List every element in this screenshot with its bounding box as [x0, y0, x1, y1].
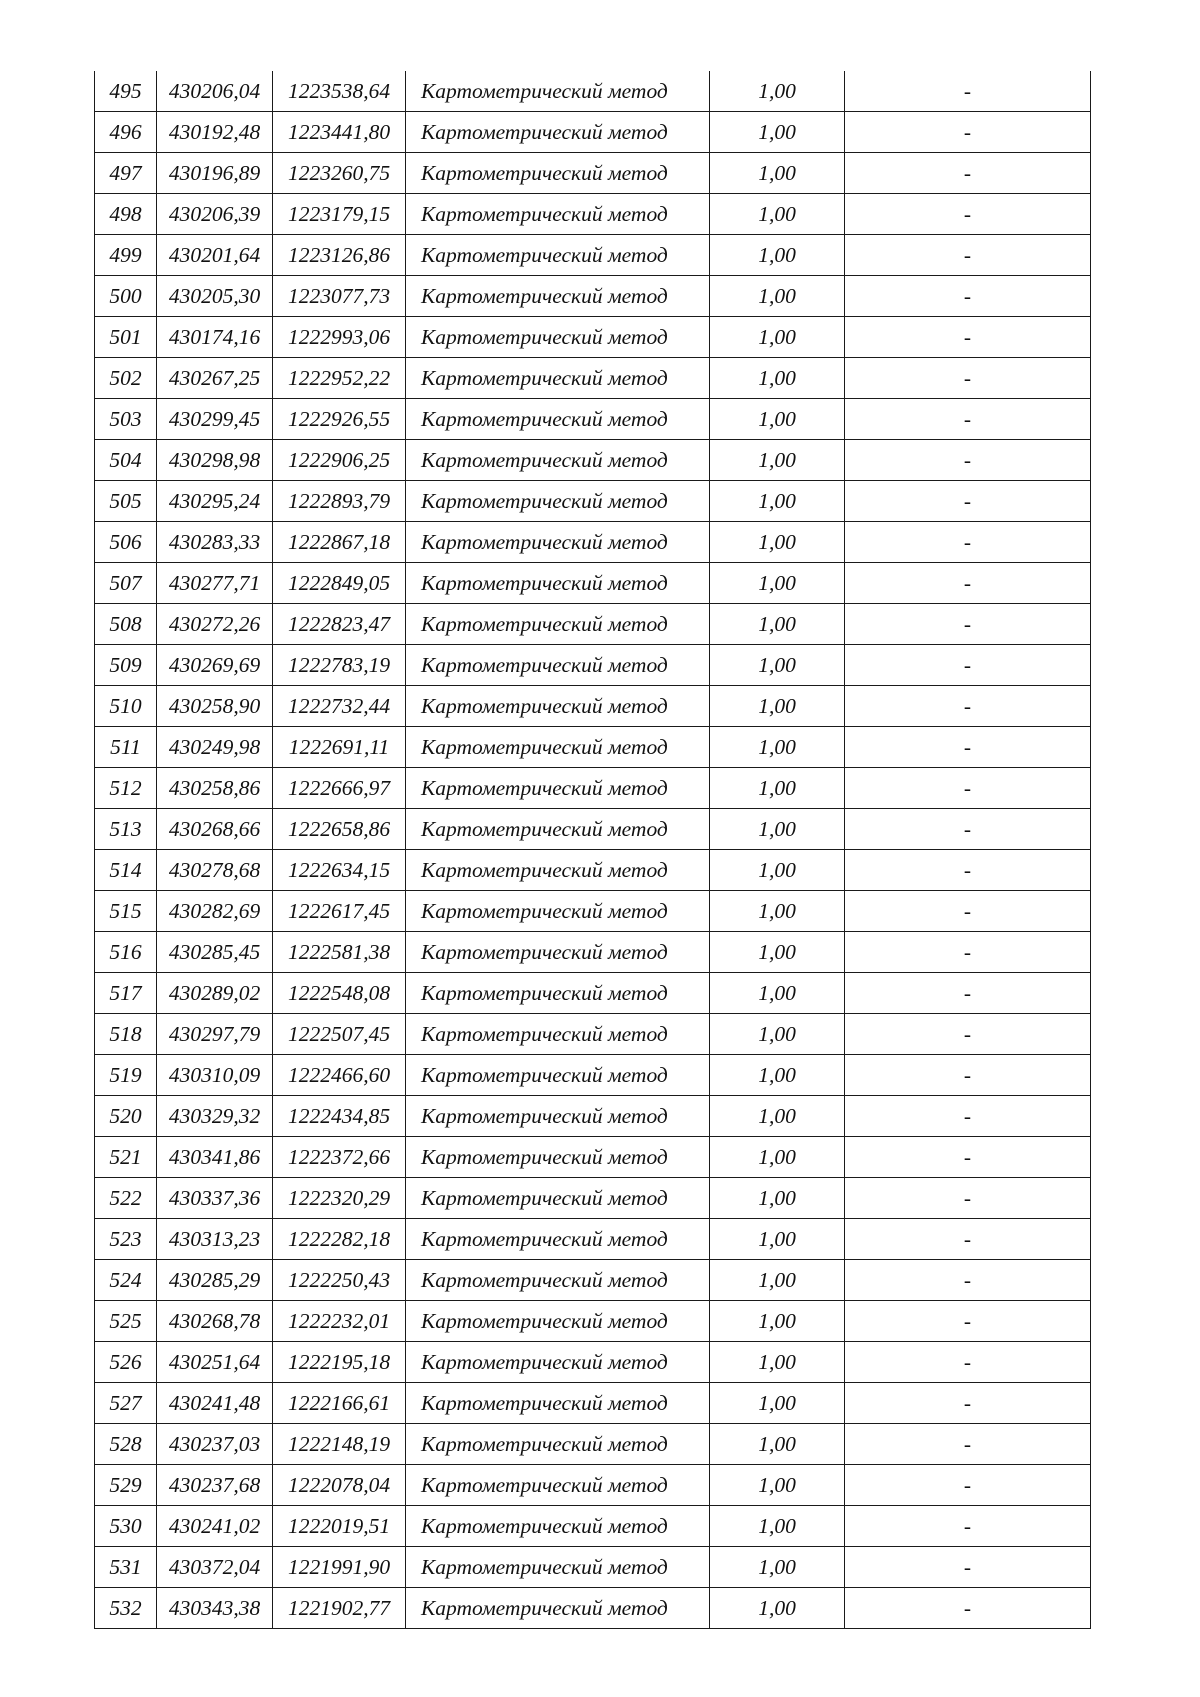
point-number-cell: 508	[95, 604, 157, 645]
table-row	[95, 932, 1091, 973]
accuracy-cell: 1,00	[710, 481, 845, 522]
note-cell: -	[845, 645, 1091, 686]
y-coordinate-cell: 1222783,19	[273, 645, 406, 686]
x-coordinate-cell: 430268,66	[157, 809, 273, 850]
x-coordinate-cell: 430241,48	[157, 1383, 273, 1424]
table-row	[95, 276, 1091, 317]
accuracy-cell: 1,00	[710, 932, 845, 973]
method-cell: Картометрический метод	[406, 1342, 710, 1383]
y-coordinate-cell: 1222507,45	[273, 1014, 406, 1055]
accuracy-cell: 1,00	[710, 399, 845, 440]
y-coordinate-cell: 1222867,18	[273, 522, 406, 563]
table-row	[95, 809, 1091, 850]
note-cell: -	[845, 194, 1091, 235]
method-cell: Картометрический метод	[406, 686, 710, 727]
point-number-cell: 518	[95, 1014, 157, 1055]
x-coordinate-cell: 430269,69	[157, 645, 273, 686]
table-row	[95, 1014, 1091, 1055]
accuracy-cell: 1,00	[710, 112, 845, 153]
y-coordinate-cell: 1222250,43	[273, 1260, 406, 1301]
point-number-cell: 515	[95, 891, 157, 932]
accuracy-cell: 1,00	[710, 1096, 845, 1137]
note-cell: -	[845, 604, 1091, 645]
table-row	[95, 358, 1091, 399]
x-coordinate-cell: 430258,86	[157, 768, 273, 809]
point-number-cell: 527	[95, 1383, 157, 1424]
point-number-cell: 507	[95, 563, 157, 604]
x-coordinate-cell: 430272,26	[157, 604, 273, 645]
table-row	[95, 399, 1091, 440]
table-row	[95, 1383, 1091, 1424]
y-coordinate-cell: 1222282,18	[273, 1219, 406, 1260]
note-cell: -	[845, 276, 1091, 317]
x-coordinate-cell: 430237,03	[157, 1424, 273, 1465]
y-coordinate-cell: 1222658,86	[273, 809, 406, 850]
note-cell: -	[845, 1178, 1091, 1219]
y-coordinate-cell: 1222581,38	[273, 932, 406, 973]
method-cell: Картометрический метод	[406, 522, 710, 563]
note-cell: -	[845, 563, 1091, 604]
note-cell: -	[845, 1342, 1091, 1383]
note-cell: -	[845, 1137, 1091, 1178]
point-number-cell: 525	[95, 1301, 157, 1342]
note-cell: -	[845, 1424, 1091, 1465]
y-coordinate-cell: 1222634,15	[273, 850, 406, 891]
x-coordinate-cell: 430267,25	[157, 358, 273, 399]
table-row	[95, 481, 1091, 522]
point-number-cell: 510	[95, 686, 157, 727]
method-cell: Картометрический метод	[406, 604, 710, 645]
coordinates-table-body	[95, 71, 1091, 1629]
point-number-cell: 506	[95, 522, 157, 563]
y-coordinate-cell: 1221991,90	[273, 1547, 406, 1588]
table-row	[95, 645, 1091, 686]
method-cell: Картометрический метод	[406, 645, 710, 686]
y-coordinate-cell: 1222617,45	[273, 891, 406, 932]
x-coordinate-cell: 430313,23	[157, 1219, 273, 1260]
point-number-cell: 511	[95, 727, 157, 768]
table-row	[95, 71, 1091, 112]
table-row	[95, 1342, 1091, 1383]
x-coordinate-cell: 430258,90	[157, 686, 273, 727]
x-coordinate-cell: 430372,04	[157, 1547, 273, 1588]
table-row	[95, 973, 1091, 1014]
point-number-cell: 512	[95, 768, 157, 809]
x-coordinate-cell: 430201,64	[157, 235, 273, 276]
table-row	[95, 112, 1091, 153]
y-coordinate-cell: 1222893,79	[273, 481, 406, 522]
note-cell: -	[845, 399, 1091, 440]
note-cell: -	[845, 1014, 1091, 1055]
point-number-cell: 513	[95, 809, 157, 850]
table-row	[95, 686, 1091, 727]
table-row	[95, 1178, 1091, 1219]
point-number-cell: 504	[95, 440, 157, 481]
table-row	[95, 317, 1091, 358]
note-cell: -	[845, 522, 1091, 563]
method-cell: Картометрический метод	[406, 481, 710, 522]
method-cell: Картометрический метод	[406, 809, 710, 850]
note-cell: -	[845, 932, 1091, 973]
accuracy-cell: 1,00	[710, 768, 845, 809]
x-coordinate-cell: 430205,30	[157, 276, 273, 317]
y-coordinate-cell: 1222548,08	[273, 973, 406, 1014]
point-number-cell: 503	[95, 399, 157, 440]
point-number-cell: 524	[95, 1260, 157, 1301]
accuracy-cell: 1,00	[710, 1014, 845, 1055]
accuracy-cell: 1,00	[710, 1383, 845, 1424]
y-coordinate-cell: 1223126,86	[273, 235, 406, 276]
table-row	[95, 1260, 1091, 1301]
x-coordinate-cell: 430174,16	[157, 317, 273, 358]
x-coordinate-cell: 430237,68	[157, 1465, 273, 1506]
y-coordinate-cell: 1222232,01	[273, 1301, 406, 1342]
method-cell: Картометрический метод	[406, 973, 710, 1014]
table-row	[95, 1547, 1091, 1588]
y-coordinate-cell: 1222166,61	[273, 1383, 406, 1424]
table-row	[95, 891, 1091, 932]
point-number-cell: 509	[95, 645, 157, 686]
note-cell: -	[845, 440, 1091, 481]
accuracy-cell: 1,00	[710, 891, 845, 932]
x-coordinate-cell: 430192,48	[157, 112, 273, 153]
table-row	[95, 522, 1091, 563]
method-cell: Картометрический метод	[406, 194, 710, 235]
note-cell: -	[845, 481, 1091, 522]
x-coordinate-cell: 430283,33	[157, 522, 273, 563]
method-cell: Картометрический метод	[406, 112, 710, 153]
y-coordinate-cell: 1222926,55	[273, 399, 406, 440]
y-coordinate-cell: 1222732,44	[273, 686, 406, 727]
point-number-cell: 522	[95, 1178, 157, 1219]
method-cell: Картометрический метод	[406, 1465, 710, 1506]
note-cell: -	[845, 1219, 1091, 1260]
accuracy-cell: 1,00	[710, 850, 845, 891]
accuracy-cell: 1,00	[710, 727, 845, 768]
y-coordinate-cell: 1222691,11	[273, 727, 406, 768]
x-coordinate-cell: 430196,89	[157, 153, 273, 194]
x-coordinate-cell: 430206,39	[157, 194, 273, 235]
y-coordinate-cell: 1222078,04	[273, 1465, 406, 1506]
x-coordinate-cell: 430289,02	[157, 973, 273, 1014]
point-number-cell: 496	[95, 112, 157, 153]
point-number-cell: 526	[95, 1342, 157, 1383]
point-number-cell: 502	[95, 358, 157, 399]
note-cell: -	[845, 1465, 1091, 1506]
y-coordinate-cell: 1223538,64	[273, 71, 406, 112]
point-number-cell: 530	[95, 1506, 157, 1547]
accuracy-cell: 1,00	[710, 1301, 845, 1342]
point-number-cell: 516	[95, 932, 157, 973]
table-row	[95, 1424, 1091, 1465]
note-cell: -	[845, 317, 1091, 358]
method-cell: Картометрический метод	[406, 1219, 710, 1260]
note-cell: -	[845, 973, 1091, 1014]
point-number-cell: 532	[95, 1588, 157, 1629]
accuracy-cell: 1,00	[710, 1342, 845, 1383]
method-cell: Картометрический метод	[406, 1055, 710, 1096]
point-number-cell: 495	[95, 71, 157, 112]
point-number-cell: 523	[95, 1219, 157, 1260]
x-coordinate-cell: 430297,79	[157, 1014, 273, 1055]
note-cell: -	[845, 71, 1091, 112]
accuracy-cell: 1,00	[710, 440, 845, 481]
note-cell: -	[845, 850, 1091, 891]
y-coordinate-cell: 1223441,80	[273, 112, 406, 153]
method-cell: Картометрический метод	[406, 1301, 710, 1342]
accuracy-cell: 1,00	[710, 1588, 845, 1629]
y-coordinate-cell: 1222849,05	[273, 563, 406, 604]
note-cell: -	[845, 1301, 1091, 1342]
x-coordinate-cell: 430241,02	[157, 1506, 273, 1547]
x-coordinate-cell: 430268,78	[157, 1301, 273, 1342]
x-coordinate-cell: 430251,64	[157, 1342, 273, 1383]
table-row	[95, 1096, 1091, 1137]
method-cell: Картометрический метод	[406, 1383, 710, 1424]
y-coordinate-cell: 1222372,66	[273, 1137, 406, 1178]
accuracy-cell: 1,00	[710, 1055, 845, 1096]
point-number-cell: 531	[95, 1547, 157, 1588]
y-coordinate-cell: 1221902,77	[273, 1588, 406, 1629]
x-coordinate-cell: 430298,98	[157, 440, 273, 481]
point-number-cell: 519	[95, 1055, 157, 1096]
y-coordinate-cell: 1222666,97	[273, 768, 406, 809]
y-coordinate-cell: 1222466,60	[273, 1055, 406, 1096]
table-row	[95, 1055, 1091, 1096]
accuracy-cell: 1,00	[710, 71, 845, 112]
x-coordinate-cell: 430343,38	[157, 1588, 273, 1629]
y-coordinate-cell: 1223260,75	[273, 153, 406, 194]
table-row	[95, 563, 1091, 604]
method-cell: Картометрический метод	[406, 1014, 710, 1055]
point-number-cell: 500	[95, 276, 157, 317]
table-row	[95, 1465, 1091, 1506]
note-cell: -	[845, 1506, 1091, 1547]
table-row	[95, 604, 1091, 645]
accuracy-cell: 1,00	[710, 194, 845, 235]
point-number-cell: 529	[95, 1465, 157, 1506]
table-row	[95, 194, 1091, 235]
note-cell: -	[845, 1055, 1091, 1096]
y-coordinate-cell: 1222952,22	[273, 358, 406, 399]
method-cell: Картометрический метод	[406, 1260, 710, 1301]
table-row	[95, 1137, 1091, 1178]
point-number-cell: 514	[95, 850, 157, 891]
accuracy-cell: 1,00	[710, 604, 845, 645]
x-coordinate-cell: 430329,32	[157, 1096, 273, 1137]
table-row	[95, 235, 1091, 276]
method-cell: Картометрический метод	[406, 850, 710, 891]
table-row	[95, 1301, 1091, 1342]
accuracy-cell: 1,00	[710, 235, 845, 276]
table-row	[95, 850, 1091, 891]
point-number-cell: 497	[95, 153, 157, 194]
method-cell: Картометрический метод	[406, 1096, 710, 1137]
accuracy-cell: 1,00	[710, 563, 845, 604]
method-cell: Картометрический метод	[406, 727, 710, 768]
y-coordinate-cell: 1222993,06	[273, 317, 406, 358]
table-row	[95, 153, 1091, 194]
method-cell: Картометрический метод	[406, 1178, 710, 1219]
accuracy-cell: 1,00	[710, 809, 845, 850]
y-coordinate-cell: 1222434,85	[273, 1096, 406, 1137]
point-number-cell: 517	[95, 973, 157, 1014]
method-cell: Картометрический метод	[406, 1588, 710, 1629]
accuracy-cell: 1,00	[710, 1547, 845, 1588]
accuracy-cell: 1,00	[710, 1424, 845, 1465]
x-coordinate-cell: 430282,69	[157, 891, 273, 932]
method-cell: Картометрический метод	[406, 235, 710, 276]
x-coordinate-cell: 430285,29	[157, 1260, 273, 1301]
x-coordinate-cell: 430285,45	[157, 932, 273, 973]
y-coordinate-cell: 1223077,73	[273, 276, 406, 317]
method-cell: Картометрический метод	[406, 891, 710, 932]
method-cell: Картометрический метод	[406, 1506, 710, 1547]
accuracy-cell: 1,00	[710, 1465, 845, 1506]
table-row	[95, 727, 1091, 768]
point-number-cell: 501	[95, 317, 157, 358]
x-coordinate-cell: 430249,98	[157, 727, 273, 768]
x-coordinate-cell: 430299,45	[157, 399, 273, 440]
method-cell: Картометрический метод	[406, 276, 710, 317]
y-coordinate-cell: 1222906,25	[273, 440, 406, 481]
accuracy-cell: 1,00	[710, 153, 845, 194]
accuracy-cell: 1,00	[710, 645, 845, 686]
accuracy-cell: 1,00	[710, 1260, 845, 1301]
accuracy-cell: 1,00	[710, 276, 845, 317]
table-row	[95, 1588, 1091, 1629]
method-cell: Картометрический метод	[406, 399, 710, 440]
x-coordinate-cell: 430206,04	[157, 71, 273, 112]
point-number-cell: 528	[95, 1424, 157, 1465]
note-cell: -	[845, 686, 1091, 727]
x-coordinate-cell: 430310,09	[157, 1055, 273, 1096]
note-cell: -	[845, 235, 1091, 276]
x-coordinate-cell: 430341,86	[157, 1137, 273, 1178]
method-cell: Картометрический метод	[406, 1547, 710, 1588]
method-cell: Картометрический метод	[406, 358, 710, 399]
y-coordinate-cell: 1222148,19	[273, 1424, 406, 1465]
note-cell: -	[845, 727, 1091, 768]
note-cell: -	[845, 809, 1091, 850]
note-cell: -	[845, 1588, 1091, 1629]
method-cell: Картометрический метод	[406, 563, 710, 604]
x-coordinate-cell: 430337,36	[157, 1178, 273, 1219]
method-cell: Картометрический метод	[406, 932, 710, 973]
table-row	[95, 1506, 1091, 1547]
note-cell: -	[845, 891, 1091, 932]
method-cell: Картометрический метод	[406, 768, 710, 809]
method-cell: Картометрический метод	[406, 153, 710, 194]
y-coordinate-cell: 1222019,51	[273, 1506, 406, 1547]
accuracy-cell: 1,00	[710, 686, 845, 727]
y-coordinate-cell: 1222320,29	[273, 1178, 406, 1219]
note-cell: -	[845, 1096, 1091, 1137]
x-coordinate-cell: 430295,24	[157, 481, 273, 522]
note-cell: -	[845, 153, 1091, 194]
note-cell: -	[845, 1547, 1091, 1588]
method-cell: Картометрический метод	[406, 440, 710, 481]
table-row	[95, 1219, 1091, 1260]
x-coordinate-cell: 430277,71	[157, 563, 273, 604]
accuracy-cell: 1,00	[710, 1506, 845, 1547]
note-cell: -	[845, 358, 1091, 399]
y-coordinate-cell: 1223179,15	[273, 194, 406, 235]
method-cell: Картометрический метод	[406, 317, 710, 358]
method-cell: Картометрический метод	[406, 1424, 710, 1465]
point-number-cell: 521	[95, 1137, 157, 1178]
accuracy-cell: 1,00	[710, 1137, 845, 1178]
accuracy-cell: 1,00	[710, 1178, 845, 1219]
y-coordinate-cell: 1222195,18	[273, 1342, 406, 1383]
table-row	[95, 440, 1091, 481]
accuracy-cell: 1,00	[710, 317, 845, 358]
note-cell: -	[845, 1260, 1091, 1301]
accuracy-cell: 1,00	[710, 358, 845, 399]
y-coordinate-cell: 1222823,47	[273, 604, 406, 645]
accuracy-cell: 1,00	[710, 522, 845, 563]
point-number-cell: 499	[95, 235, 157, 276]
table-row	[95, 768, 1091, 809]
accuracy-cell: 1,00	[710, 973, 845, 1014]
method-cell: Картометрический метод	[406, 71, 710, 112]
accuracy-cell: 1,00	[710, 1219, 845, 1260]
note-cell: -	[845, 768, 1091, 809]
x-coordinate-cell: 430278,68	[157, 850, 273, 891]
method-cell: Картометрический метод	[406, 1137, 710, 1178]
point-number-cell: 520	[95, 1096, 157, 1137]
point-number-cell: 498	[95, 194, 157, 235]
note-cell: -	[845, 112, 1091, 153]
point-number-cell: 505	[95, 481, 157, 522]
note-cell: -	[845, 1383, 1091, 1424]
coordinates-table	[94, 71, 1091, 1629]
